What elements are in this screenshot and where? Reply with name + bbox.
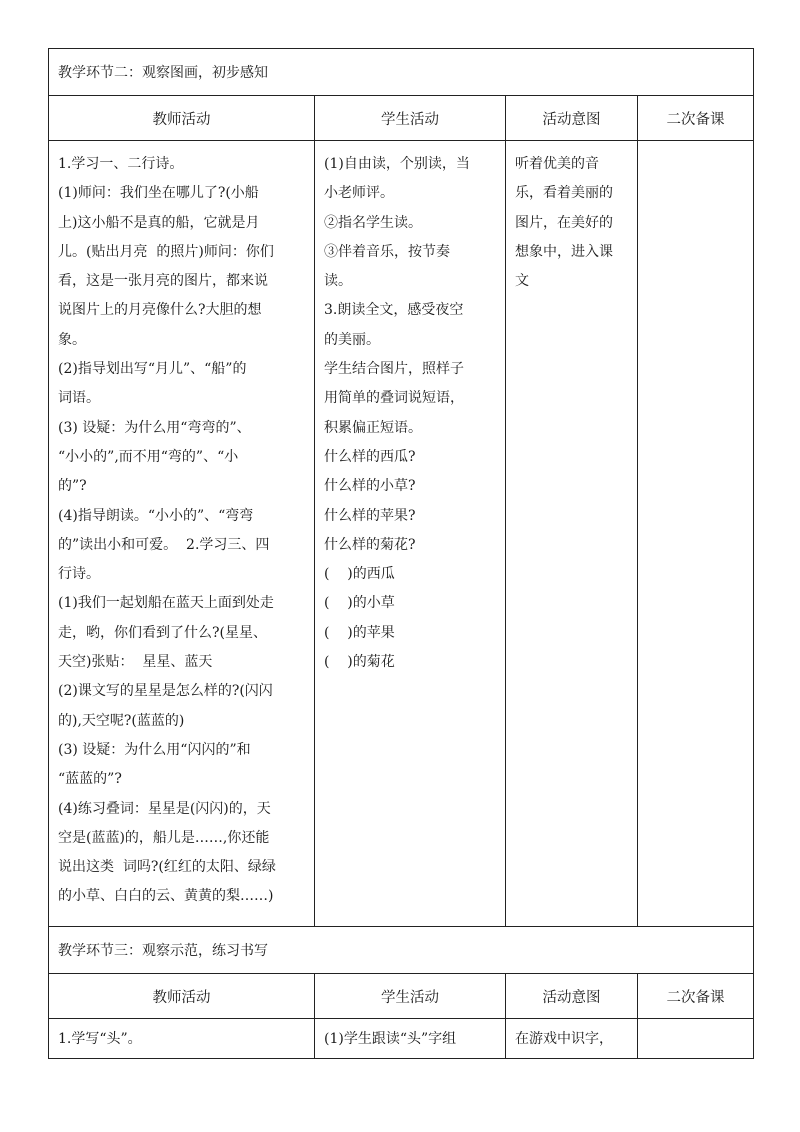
text-line: 看，这是一张月亮的图片，都来说	[58, 273, 268, 290]
text-line: 的”?	[58, 478, 87, 495]
text-line: 说图片上的月亮像什么?大胆的想	[58, 302, 262, 319]
header-student: 学生活动	[315, 96, 506, 141]
text-line: (1)我们一起划船在蓝天上面到处走	[58, 595, 274, 612]
header-second-prep: 二次备课	[638, 96, 754, 141]
second-prep-cell	[638, 1019, 754, 1059]
text-line: 的美丽。	[324, 331, 380, 348]
text-line: ( )的苹果	[324, 624, 395, 641]
content-row	[49, 141, 754, 927]
text-line: 什么样的苹果?	[324, 507, 416, 524]
text-line: 1.学习一、二行诗。	[58, 156, 184, 172]
text-line: ②指名学生读。	[324, 214, 422, 231]
section-row	[49, 49, 754, 96]
text-line: 听着优美的音	[515, 156, 599, 172]
text-line: 文	[515, 273, 529, 290]
text-line: 小老师评。	[324, 185, 394, 202]
text-line: (3) 设疑：为什么用“闪闪的”和	[58, 741, 251, 758]
header-teacher: 教师活动	[49, 96, 315, 141]
student-activity-text	[315, 141, 505, 681]
second-prep-cell	[638, 141, 754, 927]
content-row	[49, 1019, 754, 1059]
header-intent: 活动意图	[506, 96, 638, 141]
intent-text	[506, 141, 637, 300]
text-line: 上)这小船不是真的船，它就是月	[58, 214, 260, 231]
text-line: 的小草、白白的云、黄黄的梨……)	[58, 888, 274, 905]
header-teacher: 教师活动	[49, 974, 315, 1019]
text-line: ( )的小草	[324, 595, 395, 612]
text-line: 天空)张贴： 星星、蓝天	[58, 654, 213, 671]
student-activity-cell	[315, 141, 506, 927]
student-activity-cell	[315, 1019, 506, 1059]
intent-cell	[506, 141, 638, 927]
text-line: 乐，看着美丽的	[515, 185, 613, 202]
text-line: “小小的”,而不用“弯的”、“小	[58, 448, 239, 465]
lesson-plan-table	[48, 48, 754, 1059]
text-line: (2)指导划出写“月儿”、“船”的	[58, 361, 247, 378]
section-row	[49, 927, 754, 974]
text-line: 行诗。	[58, 566, 100, 583]
header-row	[49, 96, 754, 141]
text-line: ③伴着音乐，按节奏	[324, 243, 450, 260]
intent-cell	[506, 1019, 638, 1059]
header-second-prep: 二次备课	[638, 974, 754, 1019]
section-title: 教学环节二：观察图画，初步感知	[49, 49, 754, 96]
text-line: 词语。	[58, 390, 100, 407]
text-line: 图片，在美好的	[515, 214, 613, 231]
student-activity-line: (1)学生跟读“头”字组	[324, 1031, 457, 1047]
text-line: ( )的西瓜	[324, 566, 395, 583]
header-row	[49, 974, 754, 1019]
text-line: 用简单的叠词说短语，	[324, 390, 464, 407]
text-line: (1)师问：我们坐在哪儿了?(小船	[58, 185, 259, 202]
teacher-activity-cell	[49, 1019, 315, 1059]
intent-line: 在游戏中识字，	[515, 1031, 613, 1047]
text-line: 想象中，进入课	[515, 243, 613, 260]
text-line: (4)练习叠词：星星是(闪闪)的，天	[58, 800, 271, 817]
text-line: 象。	[58, 331, 86, 348]
text-line: (4)指导朗读。“小小的”、“弯弯	[58, 507, 254, 524]
text-line: 儿。(贴出月亮 的照片)师问：你们	[58, 243, 274, 260]
teacher-activity-line: 1.学写“头”。	[58, 1031, 142, 1047]
text-line: 走，哟，你们看到了什么?(星星、	[58, 624, 267, 641]
text-line: 什么样的小草?	[324, 478, 416, 495]
text-line: 积累偏正短语。	[324, 419, 422, 436]
text-line: (3) 设疑：为什么用“弯弯的”、	[58, 419, 251, 436]
text-line: 空是(蓝蓝)的，船儿是……,你还能	[58, 829, 270, 846]
text-line: “蓝蓝的”?	[58, 771, 122, 788]
text-line: (2)课文写的星星是怎么样的?(闪闪	[58, 683, 273, 700]
second-prep-text	[638, 141, 753, 154]
text-line: 学生结合图片，照样子	[324, 361, 464, 378]
text-line: 什么样的菊花?	[324, 536, 416, 553]
text-line: 什么样的西瓜?	[324, 448, 416, 465]
text-line: (1)自由读，个别读，当	[324, 156, 470, 172]
teacher-activity-cell	[49, 141, 315, 927]
text-line: 说出这类 词吗?(红红的太阳、绿绿	[58, 859, 276, 876]
teacher-activity-text	[49, 141, 314, 916]
text-line: 的”读出小和可爱。 2.学习三、四	[58, 536, 270, 553]
text-line: 3.朗读全文，感受夜空	[324, 302, 464, 319]
header-student: 学生活动	[315, 974, 506, 1019]
text-line: 读。	[324, 273, 352, 290]
text-line: ( )的菊花	[324, 654, 395, 671]
header-intent: 活动意图	[506, 974, 638, 1019]
text-line: 的),天空呢?(蓝蓝的)	[58, 712, 185, 729]
section-title: 教学环节三：观察示范，练习书写	[49, 927, 754, 974]
